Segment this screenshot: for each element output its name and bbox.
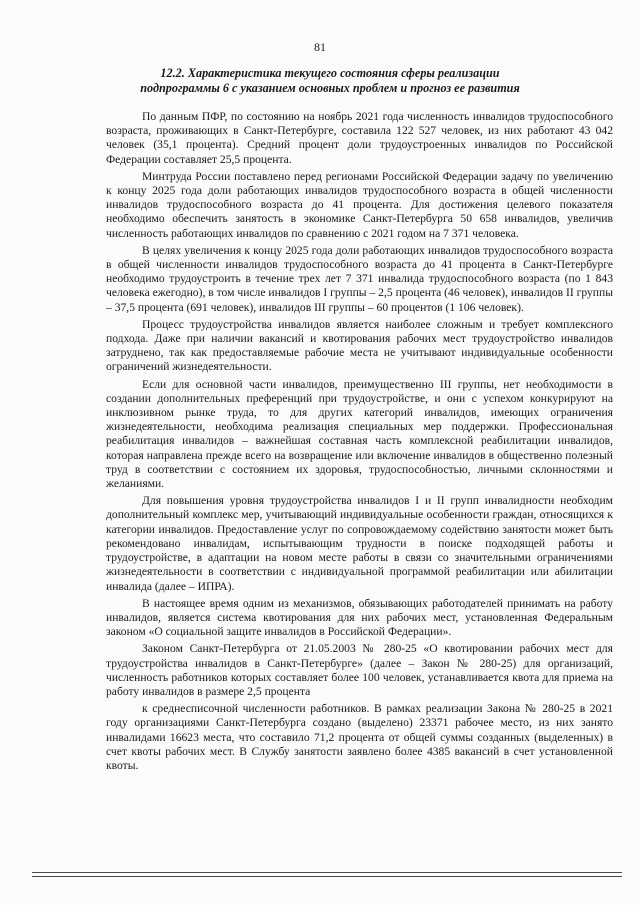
paragraph-2: Минтруда России поставлено перед регионами Российской Федерации задачу по увеличению к концу 2025 года доли работающих инвалидов трудоспособного возраста в общей численности инвалидов трудоспособного возраста до 41 процента. Для достижения целевого показателя необходимо обеспечить занятость в экономике Санкт-Петербурга 50 658 инвалидов, увеличив численность работающих инвалидов по сравнению с 2021 годом на 7 371 человека. xyxy=(106,169,613,240)
paragraph-8: Законом Санкт-Петербурга от 21.05.2003 № 280-25 «О квотировании рабочих мест для трудоустройства инвалидов в Санкт-Петербурге» (далее – Закон № 280-25) для организаций, численность работников которых составляет более 100 человек, устанавливается квота для приема на работу инвалидов в размере 2,5 процента xyxy=(106,642,613,698)
paragraph-3: В целях увеличения к концу 2025 года доли работающих инвалидов трудоспособного возраста в общей численности инвалидов трудоспособного возраста до 41 процента в Санкт-Петербурге необходимо трудоустроить в течение трех лет 7 371 инвалида трудоспособного возраста (по 1 843 человека ежегодно), в том числе инвалидов I группы – 2,5 процента (46 человек), инвалидов II группы – 37,5 процента (691 человек), инвалидов III группы – 60 процентов (1 106 человек). xyxy=(106,243,613,314)
page-number: 81 xyxy=(314,40,326,54)
section-heading xyxy=(110,66,550,96)
body-text xyxy=(106,110,613,776)
paragraph-6: Для повышения уровня трудоустройства инвалидов I и II групп инвалидности необходим дополнительный комплекс мер, учитывающий индивидуальные особенности граждан, относящихся к категории инвалидов. Предоставление услуг по сопровождаемому содействию занятости может быть рекомендовано инвалидам, испытывающим трудности в поиске подходящей работы и трудоустройстве, в адаптации на новом месте работы в связи со значительными ограничениями жизнедеятельности в соответствии с индивидуальной программой реабилитации или абилитации инвалида (далее – ИПРА). xyxy=(106,494,613,593)
paragraph-5: Если для основной части инвалидов, преимущественно III группы, нет необходимости в создании дополнительных преференций при трудоустройстве, и они с успехом конкурируют на инклюзивном рынке труда, то для других категорий инвалидов, имеющих ограничения жизнедеятельности, необходима реализация специальных мер поддержки. Профессиональная реабилитация инвалидов – важнейшая составная часть комплексной реабилитации инвалидов, которая направлена прежде всего на возвращение или включение инвалидов в общественно полезный труд в соответствии с состоянием их здоровья, трудоспособностью, личными склонностями и желаниями. xyxy=(106,377,613,491)
paragraph-9: к среднесписочной численности работников. В рамках реализации Закона № 280-25 в 2021 году организациями Санкт-Петербурга создано (выделено) 23371 рабочее место, из них занято инвалидами 16623 места, что составило 71,2 процента от общей суммы созданных (выделенных) в счет квоты рабочих мест. В Службу занятости заявлено более 4385 вакансий в счет установленной квоты. xyxy=(106,702,613,772)
scan-edge-line-1 xyxy=(32,872,622,873)
paragraph-1: По данным ПФР, по состоянию на ноябрь 2021 года численность инвалидов трудоспособного возраста, проживающих в Санкт-Петербурге, составила 122 527 человек, из них работают 43 042 человек (35,1 процента). Средний процент доли трудоустроенных инвалидов по Российской Федерации составляет 25,5 процента. xyxy=(106,110,613,166)
paragraph-4: Процесс трудоустройства инвалидов является наиболее сложным и требует комплексного подхода. Даже при наличии вакансий и квотирования рабочих мест трудоустройство инвалидов затруднено, так как предоставляемые рабочие места не учитывают индивидуальные особенности ограничений жизнедеятельности. xyxy=(106,317,613,374)
paragraph-7: В настоящее время одним из механизмов, обязывающих работодателей принимать на работу инвалидов, является система квотирования для них рабочих мест, установленная Федеральным законом «О социальной защите инвалидов в Российской Федерации». xyxy=(106,596,613,639)
heading-line-1: 12.2. Характеристика текущего состояния сферы реализации xyxy=(160,66,500,80)
scan-edge-line-2 xyxy=(32,876,622,877)
heading-line-2: подпрограммы 6 с указанием основных проблем и прогноз ее развития xyxy=(140,81,520,95)
